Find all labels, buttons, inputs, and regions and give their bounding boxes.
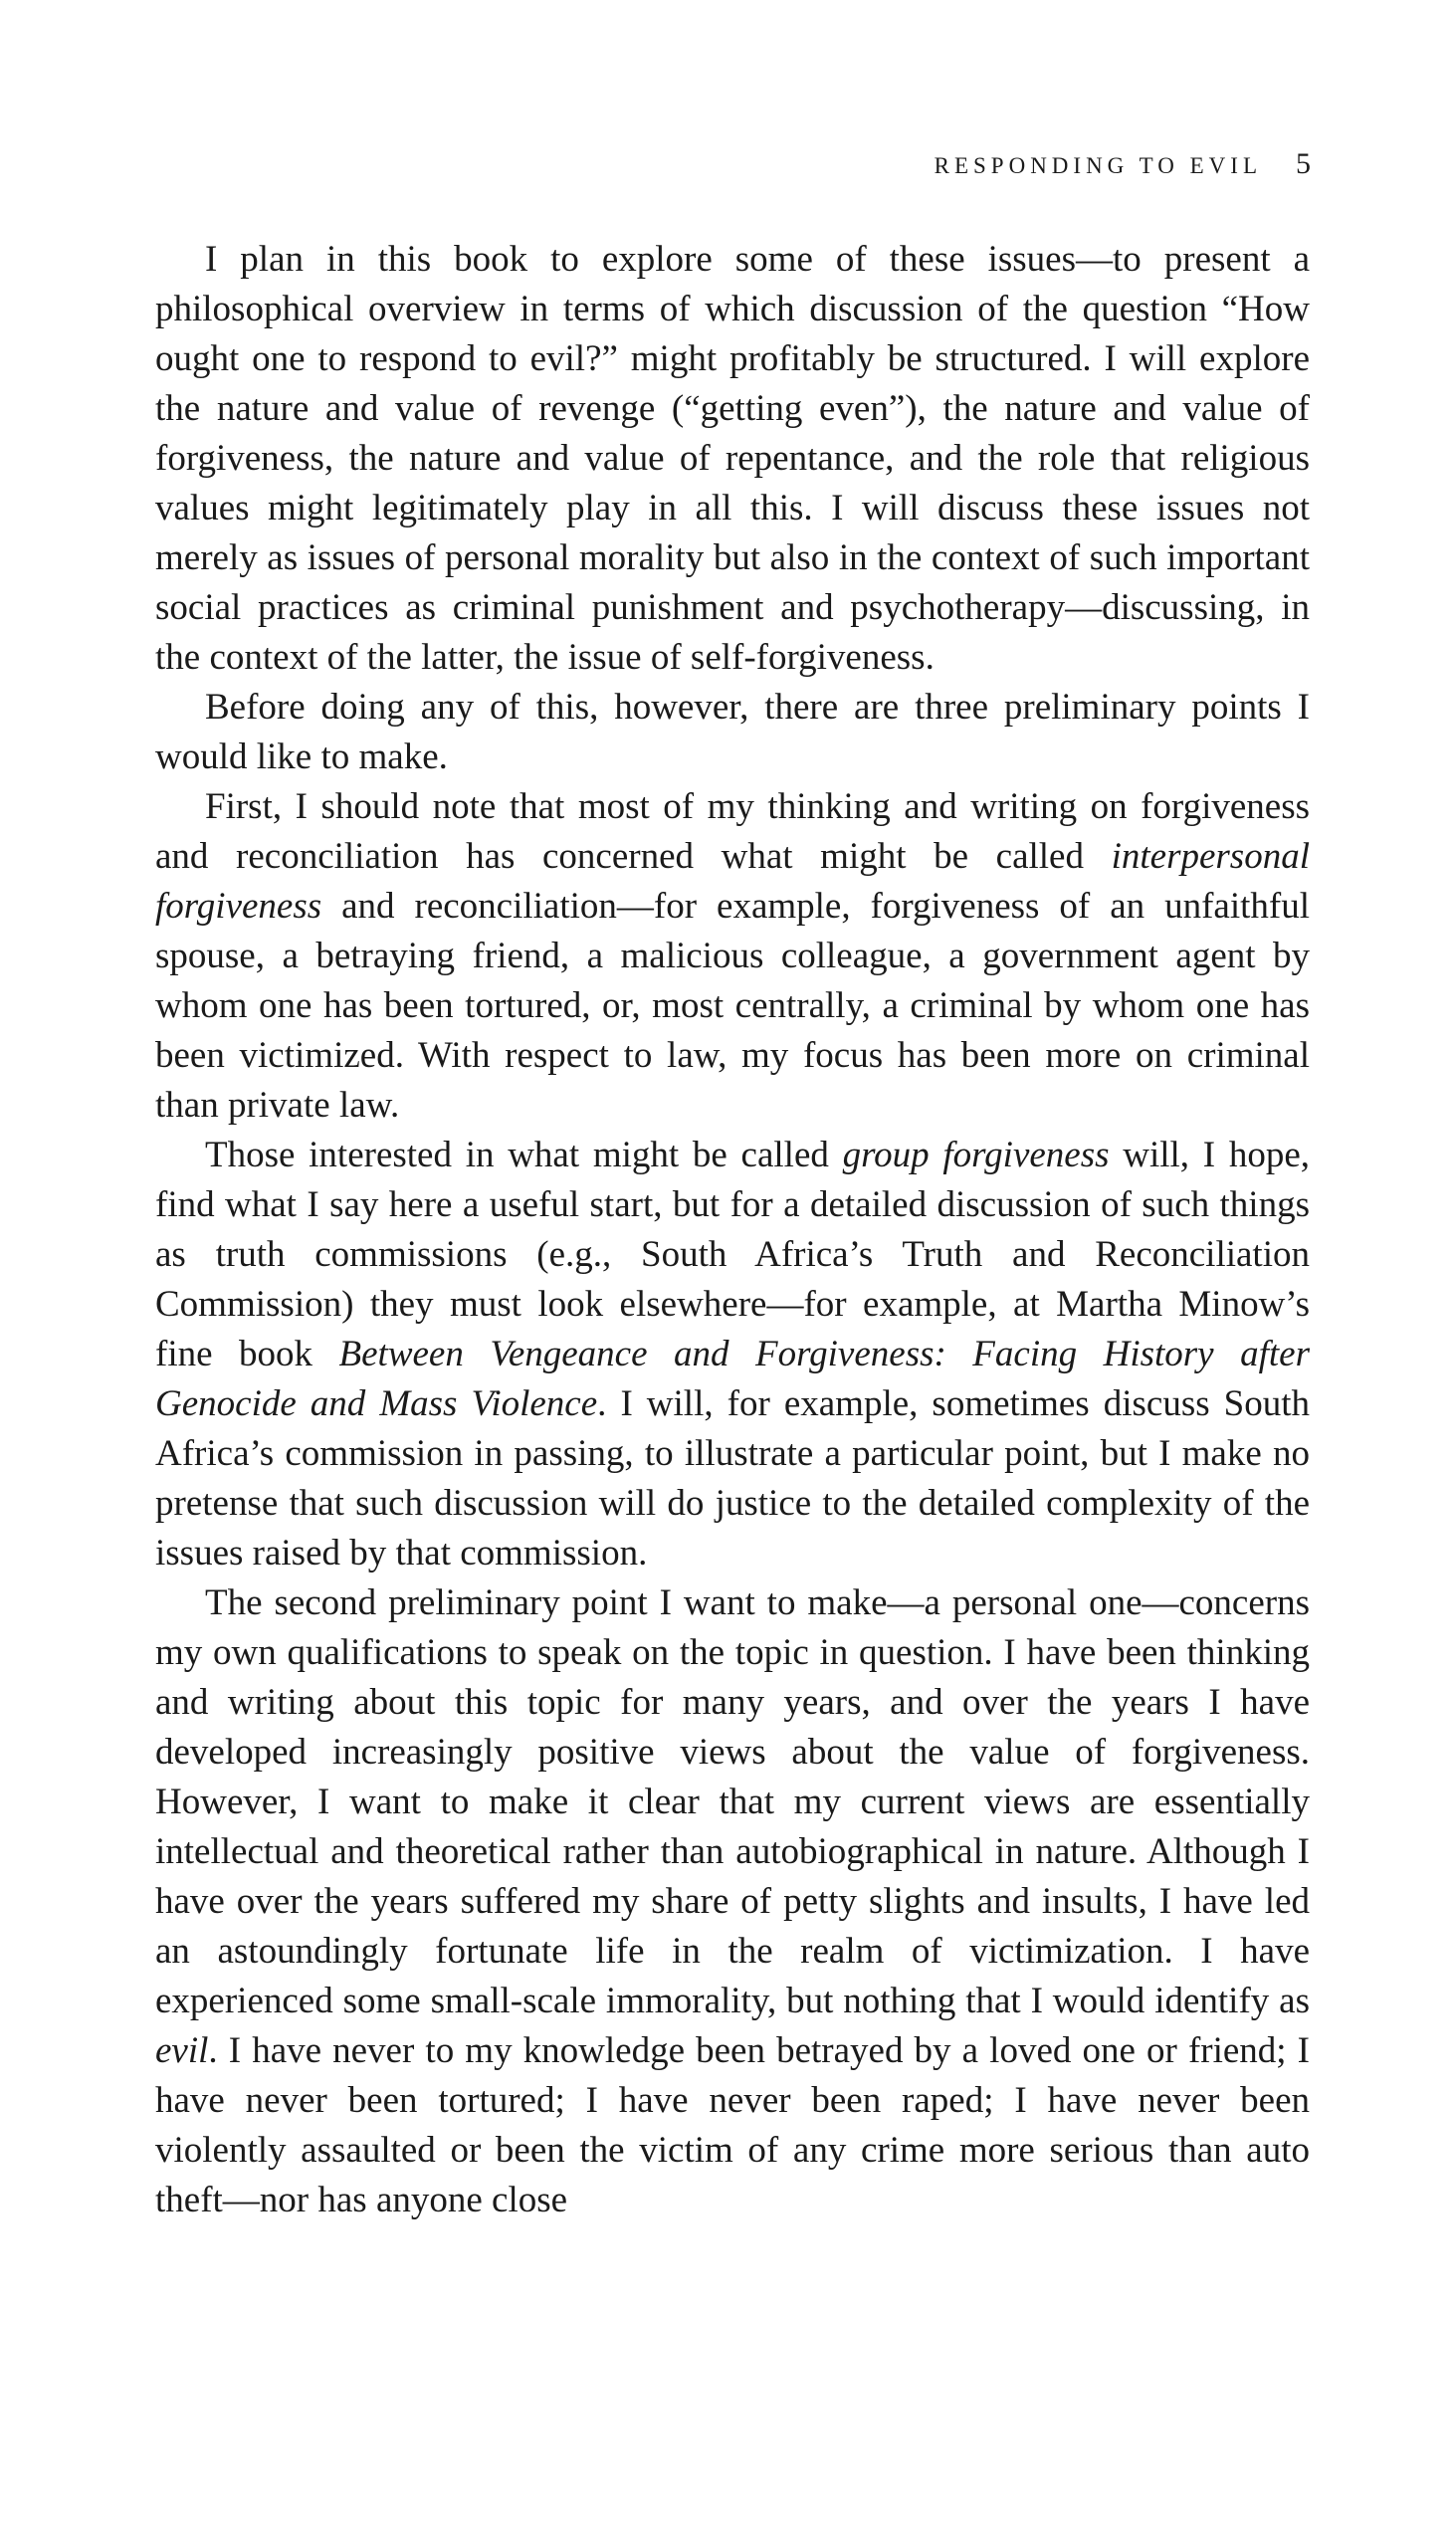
paragraph-1: I plan in this book to explore some of these issues—to present a philosophical overview in terms of which discussion of the question “How ought one to respond to evil?” might profitably be structured. I will explore the nature and value of revenge (“getting even”), the nature and value of forgiveness, the nature and value of repentance, and the role that religious values might legitimately play in all this. I will discuss these issues not merely as issues of personal morality but also in the context of such important social practices as criminal punishment and psychotherapy—discussing, in the context of the latter, the issue of self-forgiveness. — [155, 239, 1310, 678]
paragraph-3 — [155, 782, 1310, 1131]
paragraph-4-text-b: will, I hope, find what I say here a useful start, but for a detailed discussion of such things as truth commissions (e.g., South Africa’s Truth and Reconciliation Commission) they must look elsewhere—for example, at Martha Minow’s fine book — [155, 1135, 1310, 1374]
paragraph-3-text-a: First, I should note that most of my thinking and writing on forgiveness and reconciliation has concerned what might be called — [155, 786, 1310, 877]
paragraph-3-text-b: and reconciliation—for example, forgiveness of an unfaithful spouse, a betraying friend, a malicious colleague, a government agent by whom one has been tortured, or, most centrally, a criminal by whom one has been victimized. With respect to law, my focus has been more on criminal than private law. — [155, 886, 1310, 1126]
paragraph-4-text-c: . I will, for example, sometimes discuss South Africa’s commission in passing, to illustrate a particular point, but I make no pretense that such discussion will do justice to the detailed complexity of the issues raised by that commission. — [155, 1383, 1310, 1574]
term-interpersonal-forgiveness: interpersonal forgiveness — [155, 836, 1310, 927]
term-group-forgiveness: group forgiveness — [842, 1135, 1110, 1175]
page-number: 5 — [1296, 147, 1311, 180]
body-text — [155, 235, 1310, 2225]
paragraph-5-text-a: The second preliminary point I want to make—a personal one—concerns my own qualifications to speak on the topic in question. I have been thinking and writing about this topic for many years, and over the years I have developed increasingly positive views about the value of forgiveness. However, I want to make it clear that my current views are essentially intellectual and theoretical rather than autobiographical in nature. Although I have over the years suffered my share of petty slights and insults, I have led an astoundingly fortunate life in the realm of victimization. I have experienced some small-scale immorality, but nothing that I would identify as — [155, 1582, 1310, 2021]
running-head — [935, 147, 1311, 181]
paragraph-5-text-b: . I have never to my knowledge been betrayed by a loved one or friend; I have never been tortured; I have never been raped; I have never been violently assaulted or been the victim of any crime more serious than auto theft—nor has anyone close — [155, 2030, 1310, 2220]
running-title: RESPONDING TO EVIL — [934, 153, 1262, 178]
book-title: Between Vengeance and Forgiveness: Facing History after Genocide and Mass Violence — [155, 1334, 1310, 1424]
paragraph-4-text-a: Those interested in what might be called — [205, 1135, 843, 1175]
paragraph-4 — [155, 1131, 1310, 1578]
term-evil: evil — [155, 2030, 209, 2071]
paragraph-2: Before doing any of this, however, there are three preliminary points I would like to make. — [155, 687, 1310, 777]
paragraph-5 — [155, 1578, 1310, 2225]
